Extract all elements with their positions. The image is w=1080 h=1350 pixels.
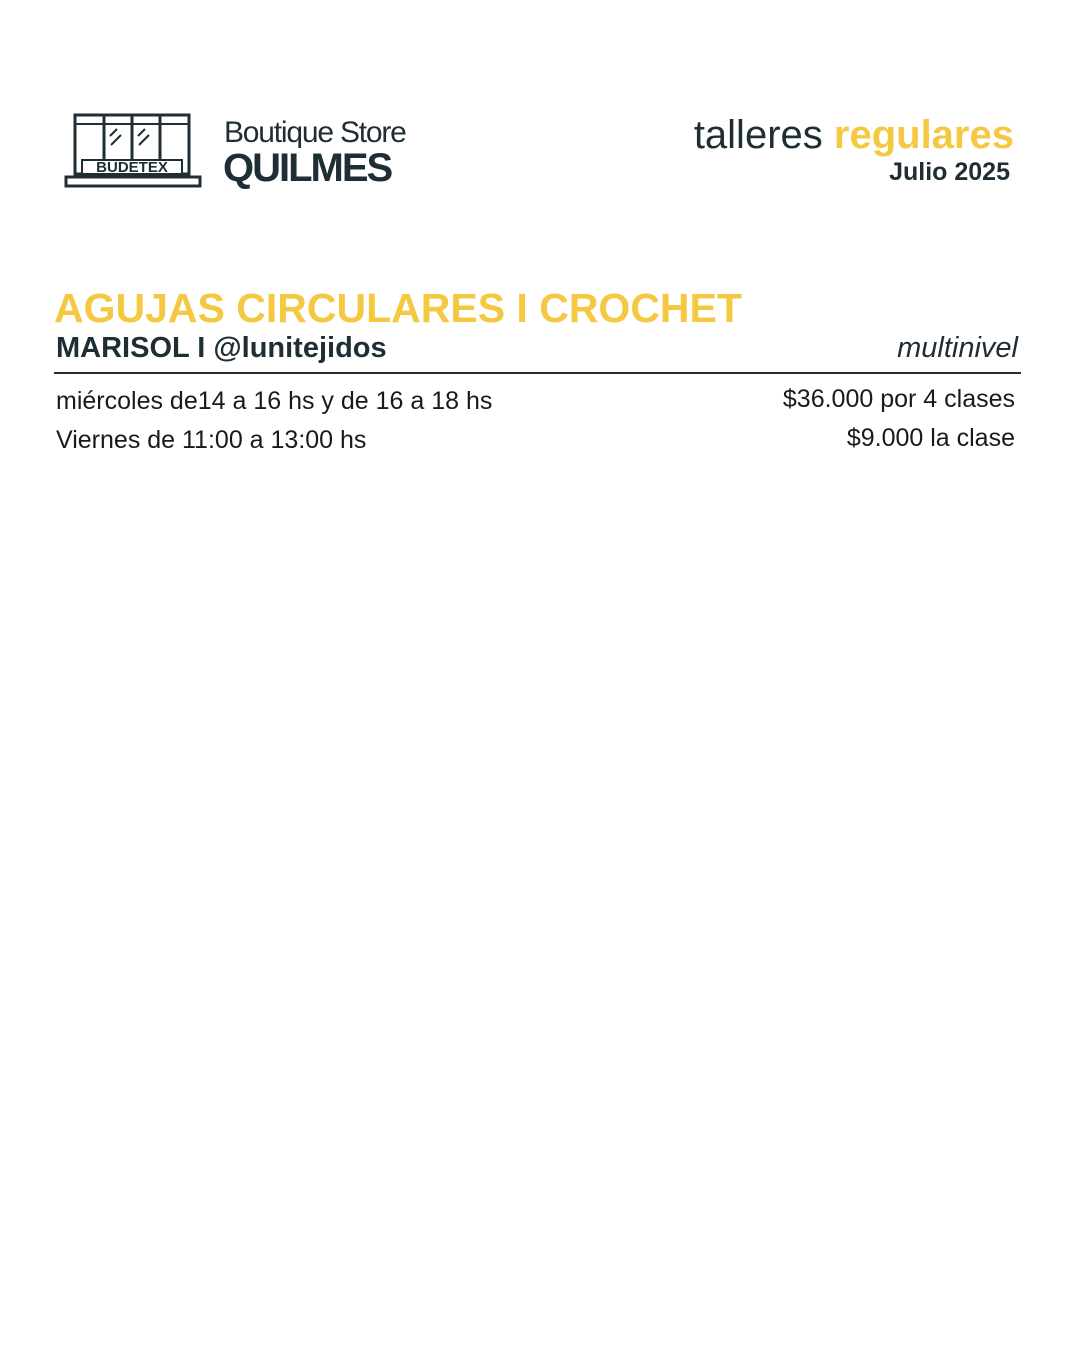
- page-title-plain: talleres: [693, 113, 823, 157]
- price-line: $9.000 la clase: [846, 424, 1015, 452]
- brand-logo: [64, 112, 444, 192]
- workshop-prices: [783, 380, 1015, 458]
- workshop-title: AGUJAS CIRCULARES I CROCHET: [54, 285, 742, 331]
- brand-mark-text: BUDETEX: [96, 159, 168, 176]
- page-title: [694, 112, 1014, 158]
- section-divider: [54, 372, 1021, 374]
- page-title-accent: regulares: [833, 113, 1014, 157]
- storefront-icon: [64, 112, 202, 190]
- brand-name-top: Boutique Store: [224, 116, 406, 149]
- schedule-line: Viernes de 11:00 a 13:00 hs: [56, 426, 367, 454]
- page-header: [694, 112, 1014, 186]
- brand-name-bottom: QUILMES: [223, 146, 392, 190]
- workshop-subtitle-row: [56, 330, 1020, 368]
- page-date: Julio 2025: [889, 158, 1010, 186]
- price-line: $36.000 por 4 clases: [782, 385, 1015, 413]
- workshop-schedule: [56, 382, 756, 460]
- workshop-instructor: MARISOL I @lunitejidos: [56, 332, 387, 364]
- workshop-level: multinivel: [897, 332, 1018, 364]
- schedule-line: miércoles de14 a 16 hs y de 16 a 18 hs: [56, 387, 493, 415]
